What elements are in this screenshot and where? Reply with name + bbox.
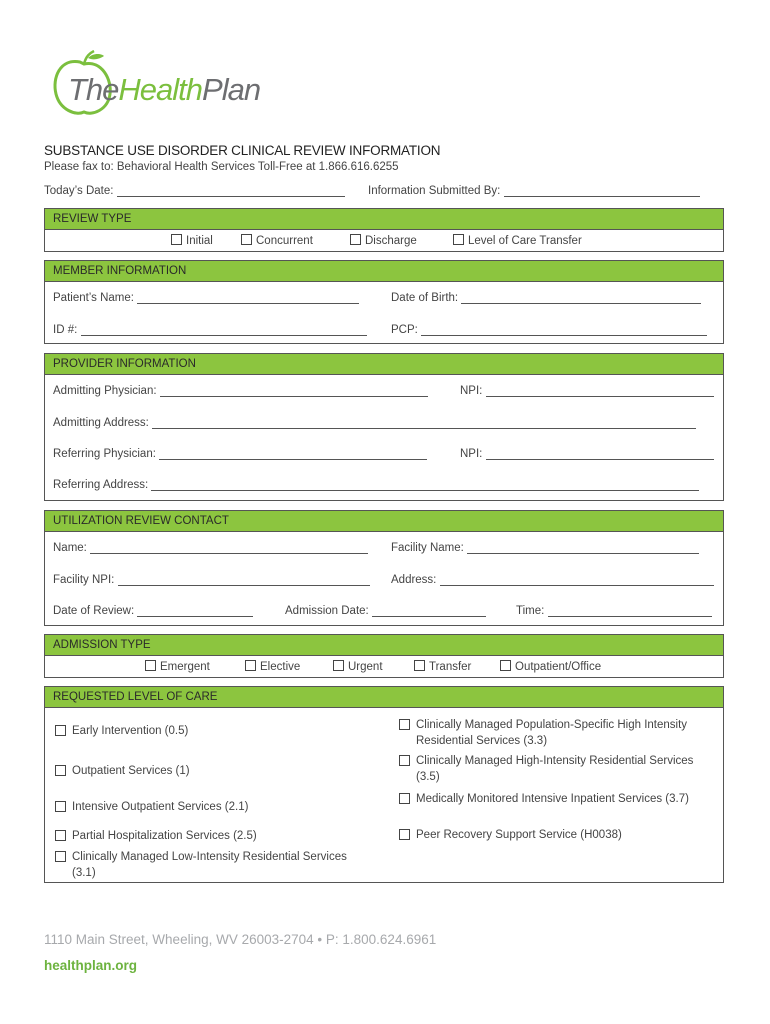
time-label: Time:	[516, 605, 545, 617]
time-line[interactable]	[548, 604, 712, 617]
todays-date-label: Today’s Date:	[44, 185, 114, 197]
form-title: SUBSTANCE USE DISORDER CLINICAL REVIEW INFORMATION	[44, 143, 441, 158]
loc-medically-monitored[interactable]	[399, 791, 709, 807]
todays-date-line[interactable]	[117, 184, 345, 197]
checkbox-icon[interactable]	[333, 660, 344, 671]
review-type-initial[interactable]	[171, 234, 213, 247]
admission-date-line[interactable]	[372, 604, 486, 617]
ur-name-field[interactable]	[53, 541, 368, 554]
ur-address-label: Address:	[391, 574, 437, 586]
provider-information-heading: PROVIDER INFORMATION	[45, 354, 723, 375]
facility-npi-field[interactable]	[53, 573, 370, 586]
member-information-section	[44, 260, 724, 344]
brand-plan: Plan	[202, 72, 261, 107]
option-label: Initial	[186, 235, 213, 247]
option-label: Outpatient/Office	[515, 661, 602, 673]
checkbox-icon[interactable]	[241, 234, 252, 245]
referring-physician-field[interactable]	[53, 447, 427, 460]
patient-name-line[interactable]	[137, 291, 359, 304]
id-line[interactable]	[81, 323, 367, 336]
logo	[50, 50, 280, 120]
referring-physician-label: Referring Physician:	[53, 448, 156, 460]
ur-contact-section	[44, 510, 724, 626]
npi-field-2[interactable]	[460, 447, 714, 460]
referring-address-line[interactable]	[151, 478, 699, 491]
facility-npi-line[interactable]	[118, 573, 370, 586]
checkbox-icon[interactable]	[55, 765, 66, 776]
fax-instructions: Please fax to: Behavioral Health Services Toll-Free at 1.866.616.6255	[44, 161, 399, 173]
footer-website-link[interactable]: healthplan.org	[44, 958, 138, 973]
level-of-care-heading: REQUESTED LEVEL OF CARE	[45, 687, 723, 708]
admitting-address-line[interactable]	[152, 416, 696, 429]
admission-date-label: Admission Date:	[285, 605, 369, 617]
footer-address: 1110 Main Street, Wheeling, WV 26003-2704 • P: 1.800.624.6961	[44, 932, 437, 947]
npi-line[interactable]	[486, 384, 714, 397]
checkbox-icon[interactable]	[399, 793, 410, 804]
checkbox-icon[interactable]	[55, 851, 66, 862]
submitted-by-label: Information Submitted By:	[368, 185, 501, 197]
facility-name-label: Facility Name:	[391, 542, 464, 554]
dob-field[interactable]	[391, 291, 701, 304]
date-of-review-label: Date of Review:	[53, 605, 135, 617]
checkbox-icon[interactable]	[399, 755, 410, 766]
checkbox-icon[interactable]	[171, 234, 182, 245]
review-type-concurrent[interactable]	[241, 234, 313, 247]
dob-line[interactable]	[461, 291, 701, 304]
option-label: Peer Recovery Support Service (H0038)	[416, 829, 622, 841]
submitted-by-line[interactable]	[504, 184, 700, 197]
option-label: Outpatient Services (1)	[72, 765, 190, 777]
loc-early-intervention[interactable]	[55, 723, 375, 739]
option-label: Concurrent	[256, 235, 313, 247]
checkbox-icon[interactable]	[145, 660, 156, 671]
ur-address-field[interactable]	[391, 573, 714, 586]
npi-label: NPI:	[460, 448, 483, 460]
admission-transfer[interactable]	[414, 660, 471, 673]
option-label: Discharge	[365, 235, 417, 247]
checkbox-icon[interactable]	[399, 829, 410, 840]
admission-type-section	[44, 634, 724, 678]
id-field[interactable]	[53, 323, 367, 336]
option-label: Intensive Outpatient Services (2.1)	[72, 801, 249, 813]
referring-physician-line[interactable]	[159, 447, 427, 460]
ur-name-label: Name:	[53, 542, 87, 554]
admission-elective[interactable]	[245, 660, 300, 673]
level-of-care-section	[44, 686, 724, 883]
admission-type-heading: ADMISSION TYPE	[45, 635, 723, 656]
id-label: ID #:	[53, 324, 78, 336]
provider-information-section	[44, 353, 724, 501]
option-label: Emergent	[160, 661, 210, 673]
patient-name-field[interactable]	[53, 291, 359, 304]
review-type-section	[44, 208, 724, 252]
admitting-physician-field[interactable]	[53, 384, 428, 397]
admission-outpatient-office[interactable]	[500, 660, 601, 673]
member-information-heading: MEMBER INFORMATION	[45, 261, 723, 282]
facility-npi-label: Facility NPI:	[53, 574, 115, 586]
ur-contact-heading: UTILIZATION REVIEW CONTACT	[45, 511, 723, 532]
pcp-field[interactable]	[391, 323, 707, 336]
brand-the: The	[68, 72, 119, 107]
time-field[interactable]	[516, 604, 712, 617]
option-label: Clinically Managed Low-Intensity Residential Services (3.1)	[72, 851, 347, 879]
todays-date-field[interactable]	[44, 184, 345, 197]
admitting-physician-label: Admitting Physician:	[53, 385, 157, 397]
checkbox-icon[interactable]	[500, 660, 511, 671]
review-type-level-transfer[interactable]	[453, 234, 582, 247]
checkbox-icon[interactable]	[453, 234, 464, 245]
option-label: Early Intervention (0.5)	[72, 725, 189, 737]
loc-intensive-outpatient[interactable]	[55, 799, 375, 815]
option-label: Clinically Managed Population-Specific High Intensity Residential Services (3.3)	[416, 719, 688, 747]
loc-outpatient[interactable]	[55, 763, 375, 779]
loc-population-specific[interactable]	[399, 717, 709, 749]
brand-health: Health	[118, 72, 203, 107]
brand-name	[68, 72, 260, 108]
dob-label: Date of Birth:	[391, 292, 459, 304]
admitting-physician-line[interactable]	[160, 384, 428, 397]
facility-name-line[interactable]	[467, 541, 699, 554]
referring-address-label: Referring Address:	[53, 479, 149, 491]
checkbox-icon[interactable]	[414, 660, 425, 671]
admission-urgent[interactable]	[333, 660, 383, 673]
facility-name-field[interactable]	[391, 541, 699, 554]
review-type-discharge[interactable]	[350, 234, 417, 247]
date-of-review-field[interactable]	[53, 604, 253, 617]
option-label: Partial Hospitalization Services (2.5)	[72, 830, 257, 842]
referring-address-field[interactable]	[53, 478, 699, 491]
loc-high-intensity-residential[interactable]	[399, 753, 709, 785]
pcp-label: PCP:	[391, 324, 418, 336]
admitting-address-field[interactable]	[53, 416, 696, 429]
npi-label: NPI:	[460, 385, 483, 397]
option-label: Medically Monitored Intensive Inpatient Services (3.7)	[416, 793, 689, 805]
patient-name-label: Patient’s Name:	[53, 292, 134, 304]
option-label: Clinically Managed High-Intensity Residential Services (3.5)	[416, 755, 694, 783]
review-type-heading: REVIEW TYPE	[45, 209, 723, 230]
option-label: Urgent	[348, 661, 383, 673]
pcp-line[interactable]	[421, 323, 707, 336]
npi-field-1[interactable]	[460, 384, 714, 397]
checkbox-icon[interactable]	[245, 660, 256, 671]
submitted-by-field[interactable]	[368, 184, 700, 197]
loc-partial-hospitalization[interactable]	[55, 828, 375, 844]
ur-address-line[interactable]	[440, 573, 714, 586]
checkbox-icon[interactable]	[55, 801, 66, 812]
option-label: Level of Care Transfer	[468, 235, 582, 247]
checkbox-icon[interactable]	[55, 830, 66, 841]
npi-line[interactable]	[486, 447, 714, 460]
admission-date-field[interactable]	[285, 604, 486, 617]
option-label: Transfer	[429, 661, 472, 673]
date-of-review-line[interactable]	[137, 604, 253, 617]
admission-emergent[interactable]	[145, 660, 210, 673]
loc-low-intensity-residential[interactable]	[55, 849, 360, 881]
admitting-address-label: Admitting Address:	[53, 417, 149, 429]
ur-name-line[interactable]	[90, 541, 368, 554]
checkbox-icon[interactable]	[399, 719, 410, 730]
option-label: Elective	[260, 661, 301, 673]
checkbox-icon[interactable]	[55, 725, 66, 736]
loc-peer-recovery[interactable]	[399, 827, 709, 843]
checkbox-icon[interactable]	[350, 234, 361, 245]
